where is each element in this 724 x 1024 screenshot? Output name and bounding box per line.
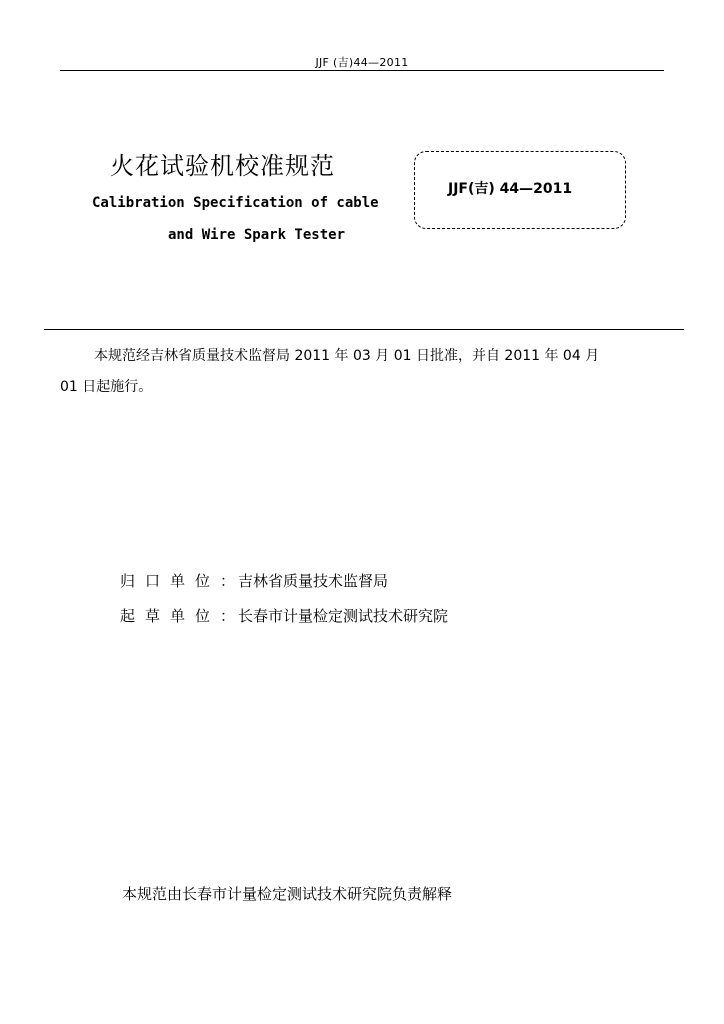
info-colon: ：	[220, 607, 236, 625]
info-value: 长春市计量检定测试技术研究院	[238, 607, 449, 625]
interpretation-note: 本规范由长春市计量检定测试技术研究院负责解释	[122, 885, 453, 903]
info-label: 起草单位	[120, 607, 221, 625]
info-label: 归口单位	[120, 572, 221, 590]
document-code: JJF(吉) 44—2011	[448, 181, 573, 197]
document-title-cn: 火花试验机校准规范	[110, 152, 335, 180]
info-colon: ：	[220, 572, 236, 590]
main-divider	[44, 329, 684, 330]
header-divider	[60, 70, 664, 71]
document-title-en-line2: and Wire Spark Tester	[168, 227, 346, 243]
info-value: 吉林省质量技术监督局	[238, 572, 389, 590]
approval-paragraph-line1: 本规范经吉林省质量技术监督局 2011 年 03 月 01 日批准，并自 2011 年 04 月	[94, 348, 600, 364]
document-title-en-line1: Calibration Specification of cable	[92, 195, 379, 211]
info-row-drafting-unit	[120, 605, 448, 626]
approval-paragraph-line2: 01 日起施行。	[60, 379, 153, 395]
header-code: JJF (吉)44—2011	[315, 56, 409, 69]
info-row-responsible-unit	[120, 570, 388, 591]
